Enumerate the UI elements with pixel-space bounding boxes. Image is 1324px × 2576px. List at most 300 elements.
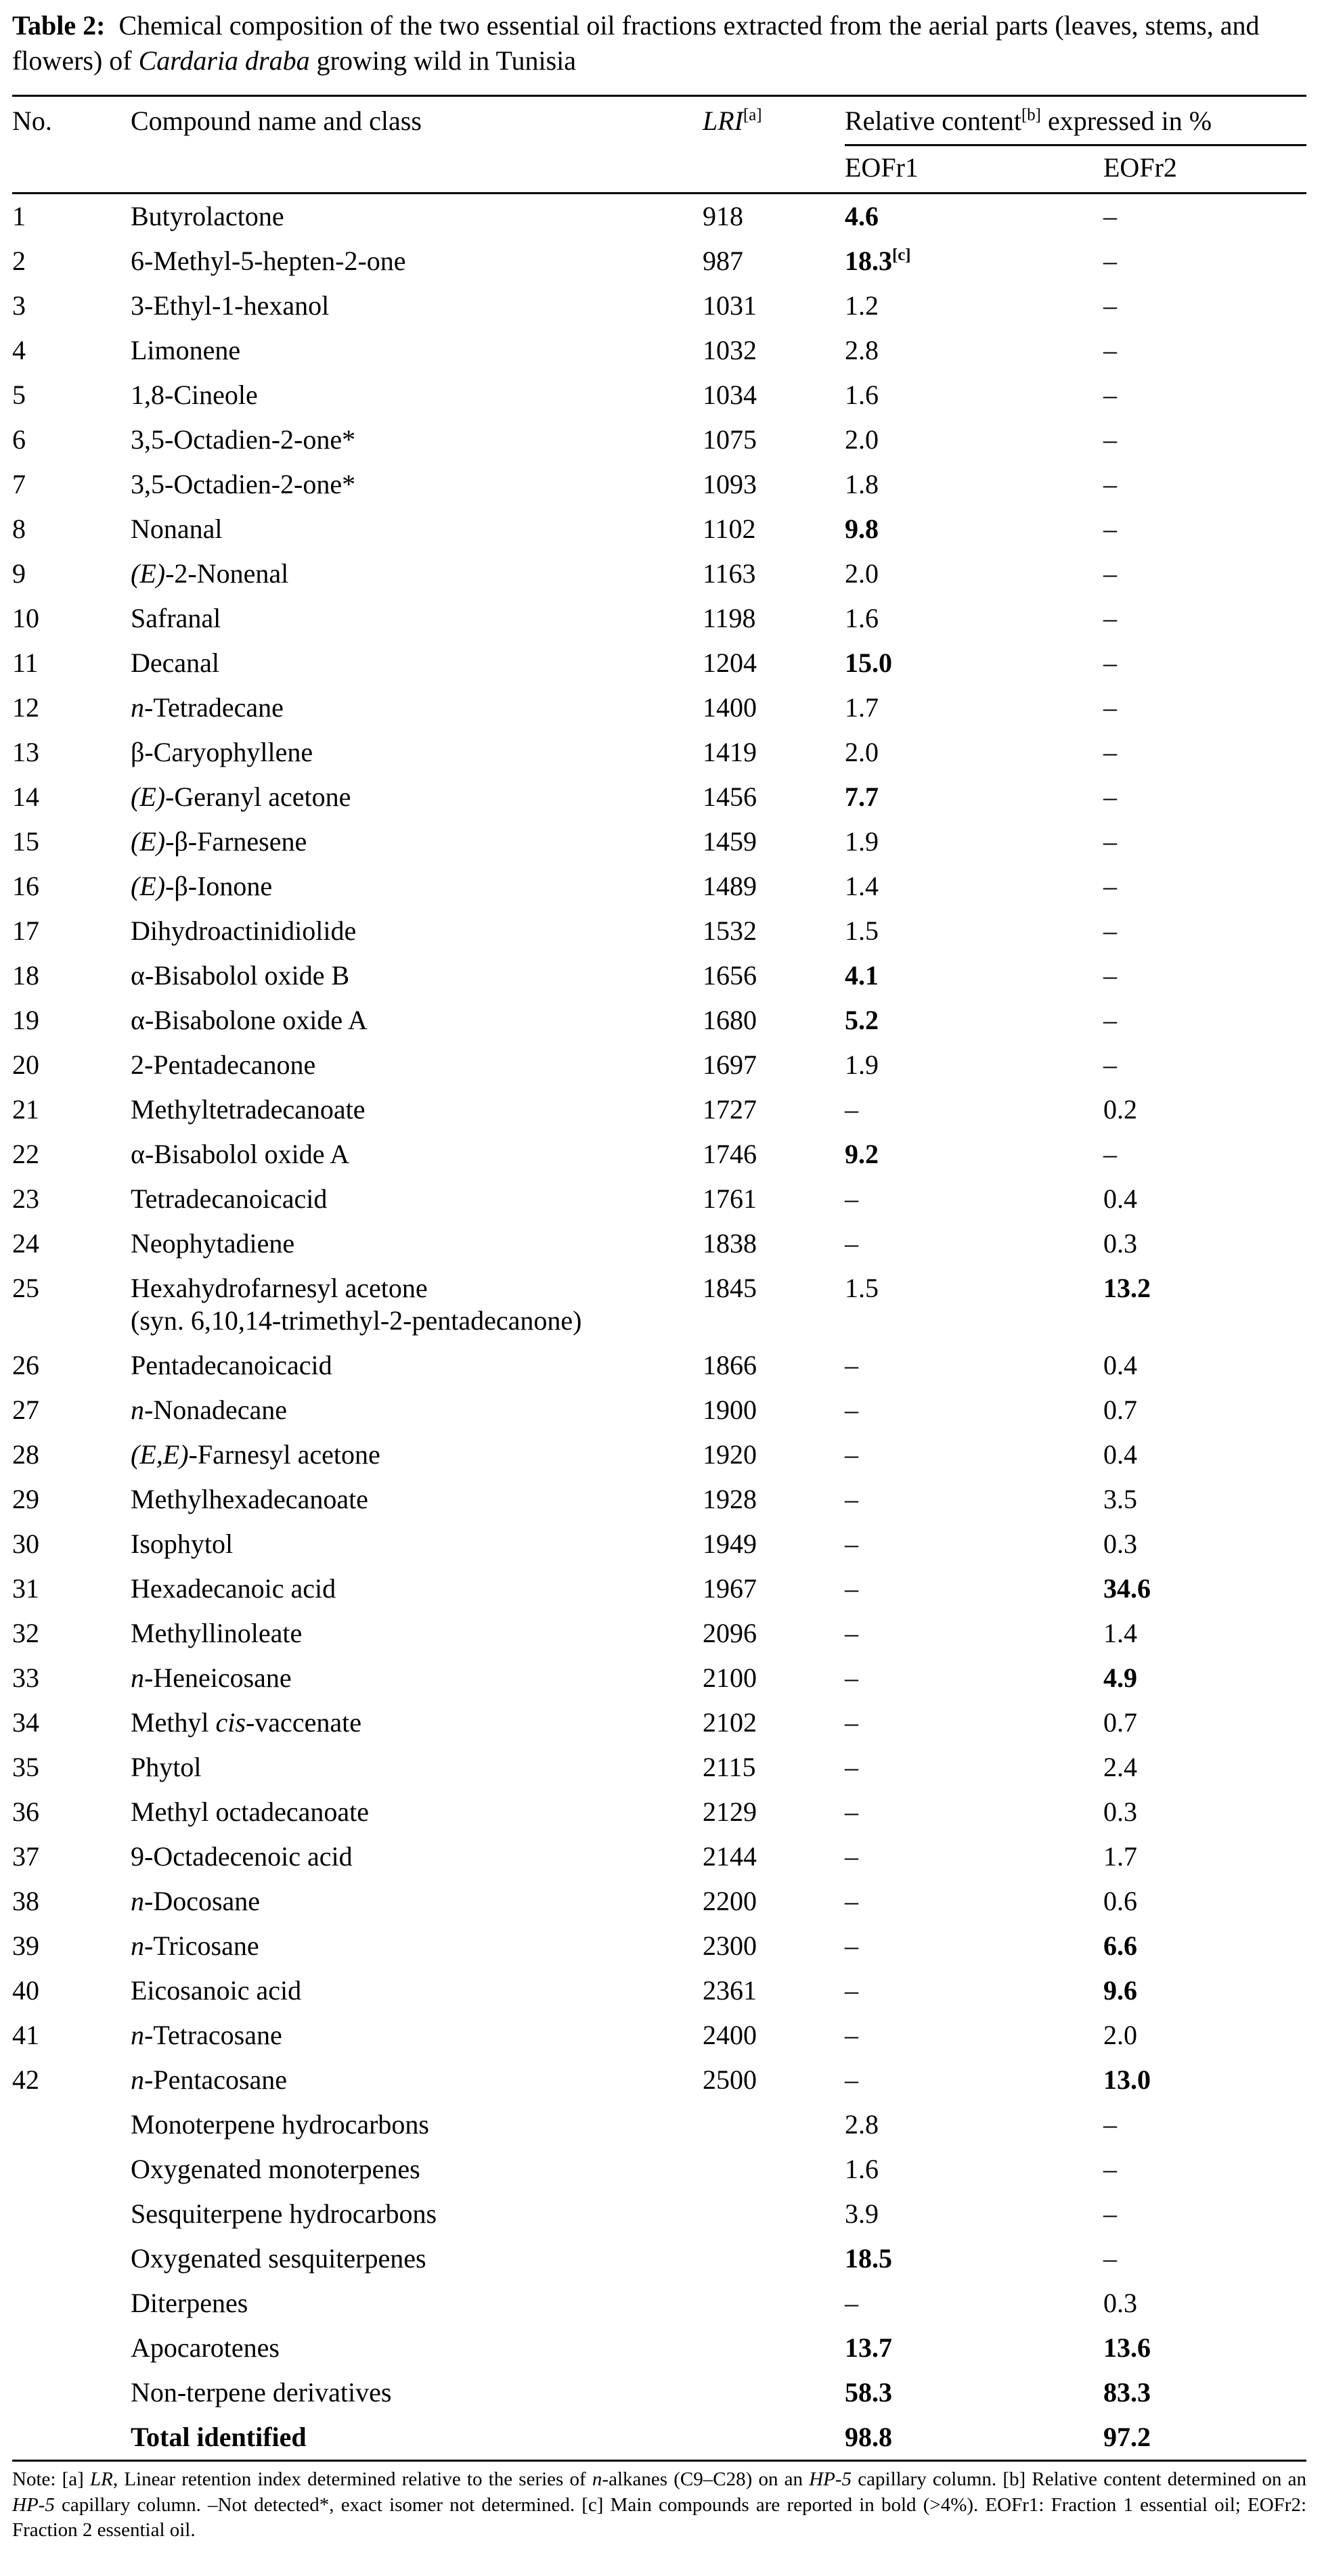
table-row xyxy=(12,1611,1306,1656)
row-no: 11 xyxy=(12,648,39,678)
row-no: 35 xyxy=(12,1752,39,1782)
eofr1-value: 9.2 xyxy=(845,1139,879,1169)
eofr1-value: – xyxy=(845,1573,858,1604)
lri-value: 1900 xyxy=(703,1395,757,1425)
eofr2-value: – xyxy=(1103,692,1117,723)
lri-value: 1075 xyxy=(703,424,757,455)
compound-name: Monoterpene hydrocarbons xyxy=(131,2109,429,2140)
eofr1-value: 2.0 xyxy=(845,424,879,455)
compound-name: n-Tricosane xyxy=(131,1930,259,1961)
lri-value: 1727 xyxy=(703,1094,757,1125)
table-row xyxy=(12,239,1306,284)
eofr2-value: – xyxy=(1103,826,1117,857)
compound-name: Pentadecanoicacid xyxy=(131,1350,332,1380)
lri-value xyxy=(703,2370,845,2415)
lri-value: 1761 xyxy=(703,1183,757,1214)
row-no: 13 xyxy=(12,737,39,767)
compound-name: Neophytadiene xyxy=(131,1228,295,1259)
row-no: 10 xyxy=(12,603,39,633)
lri-value: 2100 xyxy=(703,1663,757,1693)
table-row xyxy=(12,596,1306,641)
lri-value: 2144 xyxy=(703,1841,757,1872)
lri-value xyxy=(703,2281,845,2326)
eofr2-value: – xyxy=(1103,1005,1117,1035)
compound-name: Limonene xyxy=(131,335,241,365)
compound-name: Nonanal xyxy=(131,514,223,544)
row-no xyxy=(12,2102,131,2147)
eofr1-value: – xyxy=(845,1228,858,1259)
table-header xyxy=(12,96,1306,194)
eofr1-value: – xyxy=(845,1975,858,2006)
row-no: 7 xyxy=(12,469,26,499)
table-row xyxy=(12,730,1306,775)
eofr1-value: – xyxy=(845,1841,858,1872)
lri-value: 1489 xyxy=(703,871,757,901)
compound-name: (E)-Geranyl acetone xyxy=(131,782,351,812)
eofr2-value: 0.3 xyxy=(1103,1228,1137,1259)
eofr1-value: 5.2 xyxy=(845,1005,879,1035)
eofr2-value: – xyxy=(1103,737,1117,767)
row-no: 27 xyxy=(12,1395,39,1425)
lri-value: 1949 xyxy=(703,1529,757,1559)
eofr1-value: 2.0 xyxy=(845,558,879,589)
row-no: 30 xyxy=(12,1529,39,1559)
lri-value: 1198 xyxy=(703,603,756,633)
compound-name: Phytol xyxy=(131,1752,202,1782)
eofr2-value: 13.6 xyxy=(1103,2332,1151,2363)
row-no: 2 xyxy=(12,246,26,276)
eofr2-value: 9.6 xyxy=(1103,1975,1137,2006)
compound-name: α-Bisabolol oxide A xyxy=(131,1139,350,1169)
eofr1-value: 18.5 xyxy=(845,2243,892,2274)
table-row xyxy=(12,1924,1306,1968)
eofr2-value: – xyxy=(1103,648,1117,678)
eofr2-value: 0.2 xyxy=(1103,1094,1137,1125)
lri-value: 2102 xyxy=(703,1707,757,1738)
header-row-main xyxy=(12,96,1306,145)
eofr1-value: 15.0 xyxy=(845,648,892,678)
lri-value: 1746 xyxy=(703,1139,757,1169)
eofr1-value: 4.6 xyxy=(845,201,879,231)
table-row xyxy=(12,2058,1306,2102)
compound-name: n-Tetracosane xyxy=(131,2020,282,2050)
table-row xyxy=(12,1879,1306,1924)
table-row xyxy=(12,1790,1306,1834)
eofr2-value: – xyxy=(1103,380,1117,410)
eofr2-value: 34.6 xyxy=(1103,1573,1151,1604)
eofr2-value: 0.6 xyxy=(1103,1886,1137,1916)
table-row xyxy=(12,1177,1306,1221)
eofr1-value: – xyxy=(845,2064,858,2095)
eofr2-value: 0.3 xyxy=(1103,1797,1137,1827)
compound-name: Dihydroactinidiolide xyxy=(131,916,357,946)
table-row xyxy=(12,284,1306,328)
row-no: 29 xyxy=(12,1484,39,1514)
compound-name: Total identified xyxy=(131,2422,307,2452)
compound-name: α-Bisabolone oxide A xyxy=(131,1005,368,1035)
eofr1-value: 58.3 xyxy=(845,2377,892,2408)
table-row xyxy=(12,1477,1306,1522)
eofr1-value: – xyxy=(845,1707,858,1738)
table-row xyxy=(12,685,1306,730)
eofr2-value: – xyxy=(1103,201,1117,231)
eofr1-value: – xyxy=(845,2020,858,2050)
row-no: 26 xyxy=(12,1350,39,1380)
lri-value: 1032 xyxy=(703,335,757,365)
eofr2-value: – xyxy=(1103,2109,1117,2140)
compound-name: Methyl cis-vaccenate xyxy=(131,1707,361,1738)
compound-name: 2-Pentadecanone xyxy=(131,1049,316,1080)
eofr1-value: 9.8 xyxy=(845,514,879,544)
lri-value: 2361 xyxy=(703,1975,757,2006)
eofr1-value: 1.2 xyxy=(845,290,879,321)
row-no: 4 xyxy=(12,335,26,365)
eofr2-value: 2.0 xyxy=(1103,2020,1137,2050)
table-row xyxy=(12,953,1306,998)
lri-value: 1928 xyxy=(703,1484,757,1514)
lri-value: 1532 xyxy=(703,916,757,946)
table-row xyxy=(12,1522,1306,1566)
table-row xyxy=(12,462,1306,507)
compound-name: Eicosanoic acid xyxy=(131,1975,302,2006)
eofr1-value: – xyxy=(845,1663,858,1693)
eofr2-value: – xyxy=(1103,916,1117,946)
lri-value: 1866 xyxy=(703,1350,757,1380)
compound-name: Butyrolactone xyxy=(131,201,284,231)
row-no xyxy=(12,2236,131,2281)
eofr1-value: 1.6 xyxy=(845,603,879,633)
eofr1-value: 1.7 xyxy=(845,692,879,723)
row-no: 24 xyxy=(12,1228,39,1259)
table-row xyxy=(12,1432,1306,1477)
table-row xyxy=(12,1221,1306,1266)
eofr1-value: 2.8 xyxy=(845,335,879,365)
lri-value: 1031 xyxy=(703,290,757,321)
lri-value: 1459 xyxy=(703,826,757,857)
row-no: 25 xyxy=(12,1273,39,1303)
eofr1-value: 2.8 xyxy=(845,2109,879,2140)
table-row xyxy=(12,373,1306,417)
eofr1-value: – xyxy=(845,1752,858,1782)
row-no: 28 xyxy=(12,1439,39,1470)
row-no: 33 xyxy=(12,1663,39,1693)
eofr2-value: 0.4 xyxy=(1103,1350,1137,1380)
col-header-lri: LRI[a] xyxy=(703,96,845,194)
row-no: 14 xyxy=(12,782,39,812)
table-row xyxy=(12,417,1306,462)
compound-name: β-Caryophyllene xyxy=(131,737,313,767)
compound-name: (E,E)-Farnesyl acetone xyxy=(131,1439,380,1470)
eofr2-value: – xyxy=(1103,1139,1117,1169)
summary-row xyxy=(12,2102,1306,2147)
table-row xyxy=(12,1834,1306,1879)
lri-value: 1102 xyxy=(703,514,756,544)
row-no: 34 xyxy=(12,1707,39,1738)
row-no: 32 xyxy=(12,1618,39,1648)
row-no: 12 xyxy=(12,692,39,723)
table-row xyxy=(12,775,1306,819)
compound-name: Tetradecanoicacid xyxy=(131,1183,328,1214)
eofr2-value: – xyxy=(1103,2243,1117,2274)
table-caption: Table 2: Chemical composition of the two essential oil fractions extracted from the aerial parts (leaves, stems, and flowers) of Cardaria draba growing wild in Tunisia xyxy=(12,10,1260,76)
eofr2-value: – xyxy=(1103,1049,1117,1080)
table-row xyxy=(12,507,1306,551)
table-footnote: Note: [a] LR, Linear retention index determined relative to the series of n-alkanes (C9–C28) on an HP-5 capillary column. [b] Relative content determined on an HP-5 capillary column. –Not detected*, exact isomer not determined. [c] Main compounds are reported in bold (>4%). EOFr1: Fraction 1 essential oil; EOFr2: Fraction 2 essential oil. xyxy=(12,2468,1306,2541)
compound-name: Methyl octadecanoate xyxy=(131,1797,370,1827)
compound-name: Hexadecanoic acid xyxy=(131,1573,336,1604)
eofr1-value: 1.6 xyxy=(845,2154,879,2184)
lri-value: 1920 xyxy=(703,1439,757,1470)
eofr1-value: 18.3[c] xyxy=(845,246,911,276)
table-row xyxy=(12,328,1306,373)
lri-value: 987 xyxy=(703,246,743,276)
table-row xyxy=(12,1043,1306,1087)
col-header-eofr1: EOFr1 xyxy=(845,145,1103,194)
compound-name: (E)-β-Farnesene xyxy=(131,826,307,857)
compound-name: Methyltetradecanoate xyxy=(131,1094,366,1125)
compound-name: Diterpenes xyxy=(131,2288,248,2318)
row-no xyxy=(12,2370,131,2415)
lri-value xyxy=(703,2147,845,2192)
eofr1-value: 1.4 xyxy=(845,871,879,901)
eofr1-value: – xyxy=(845,1930,858,1961)
compound-name: α-Bisabolol oxide B xyxy=(131,960,350,991)
lri-value xyxy=(703,2415,845,2461)
eofr1-value: 1.8 xyxy=(845,469,879,499)
lri-value: 1967 xyxy=(703,1573,757,1604)
compound-name: Oxygenated monoterpenes xyxy=(131,2154,420,2184)
eofr1-value: – xyxy=(845,1886,858,1916)
lri-value xyxy=(703,2102,845,2147)
eofr2-value: 3.5 xyxy=(1103,1484,1137,1514)
row-no: 3 xyxy=(12,290,26,321)
compound-name: Safranal xyxy=(131,603,221,633)
row-no: 23 xyxy=(12,1183,39,1214)
eofr1-value: – xyxy=(845,1529,858,1559)
compound-name: Hexahydrofarnesyl acetone (syn. 6,10,14-trimethyl-2-pentadecanone) xyxy=(131,1273,582,1336)
eofr1-value: – xyxy=(845,1797,858,1827)
table-row xyxy=(12,819,1306,864)
compound-name: 3-Ethyl-1-hexanol xyxy=(131,290,330,321)
table-row xyxy=(12,1566,1306,1611)
eofr1-value: – xyxy=(845,1395,858,1425)
table-row xyxy=(12,1656,1306,1700)
eofr2-value: – xyxy=(1103,603,1117,633)
row-no: 1 xyxy=(12,201,26,231)
row-no: 42 xyxy=(12,2064,39,2095)
row-no xyxy=(12,2281,131,2326)
table-row xyxy=(12,864,1306,909)
eofr1-value: – xyxy=(845,1350,858,1380)
compound-name: Methylhexadecanoate xyxy=(131,1484,368,1514)
col-header-no: No. xyxy=(12,96,131,194)
table-row xyxy=(12,1343,1306,1388)
compound-name: Oxygenated sesquiterpenes xyxy=(131,2243,426,2274)
lri-value: 2129 xyxy=(703,1797,757,1827)
compound-name: 6-Methyl-5-hepten-2-one xyxy=(131,246,406,276)
row-no: 16 xyxy=(12,871,39,901)
row-no: 36 xyxy=(12,1797,39,1827)
table-row xyxy=(12,551,1306,596)
eofr2-value: – xyxy=(1103,2198,1117,2229)
lri-value: 1163 xyxy=(703,558,756,589)
eofr2-value: 1.4 xyxy=(1103,1618,1137,1648)
compound-name: 9-Octadecenoic acid xyxy=(131,1841,353,1872)
table-row xyxy=(12,1745,1306,1790)
lri-value: 2300 xyxy=(703,1930,757,1961)
lri-value: 1456 xyxy=(703,782,757,812)
row-no xyxy=(12,2415,131,2461)
col-header-relative-content: Relative content[b] expressed in % xyxy=(845,96,1306,145)
compound-name: (E)-2-Nonenal xyxy=(131,558,289,589)
compound-name: n-Heneicosane xyxy=(131,1663,292,1693)
compound-name: n-Pentacosane xyxy=(131,2064,288,2095)
row-no xyxy=(12,2192,131,2236)
compound-name: Isophytol xyxy=(131,1529,234,1559)
eofr2-value: – xyxy=(1103,960,1117,991)
table-row xyxy=(12,641,1306,685)
summary-row xyxy=(12,2281,1306,2326)
lri-value xyxy=(703,2326,845,2370)
row-no: 41 xyxy=(12,2020,39,2050)
eofr2-value: 0.4 xyxy=(1103,1439,1137,1470)
eofr1-value: 1.6 xyxy=(845,380,879,410)
compound-name: Decanal xyxy=(131,648,220,678)
col-header-eofr2: EOFr2 xyxy=(1103,145,1306,194)
lri-value xyxy=(703,2236,845,2281)
summary-row xyxy=(12,2415,1306,2461)
lri-value: 1034 xyxy=(703,380,757,410)
eofr1-value: 4.1 xyxy=(845,960,879,991)
table-row xyxy=(12,194,1306,240)
compound-name: Apocarotenes xyxy=(131,2332,280,2363)
row-no: 6 xyxy=(12,424,26,455)
compound-name: 3,5-Octadien-2-one* xyxy=(131,424,356,455)
eofr2-value: – xyxy=(1103,782,1117,812)
row-no: 9 xyxy=(12,558,26,589)
eofr2-value: 1.7 xyxy=(1103,1841,1137,1872)
eofr1-value: 1.9 xyxy=(845,826,879,857)
eofr2-value: – xyxy=(1103,335,1117,365)
summary-row xyxy=(12,2326,1306,2370)
table-row xyxy=(12,998,1306,1043)
eofr1-value: – xyxy=(845,1439,858,1470)
eofr1-value: 13.7 xyxy=(845,2332,892,2363)
compound-name: Non-terpene derivatives xyxy=(131,2377,392,2408)
row-no: 38 xyxy=(12,1886,39,1916)
eofr2-value: – xyxy=(1103,469,1117,499)
row-no: 40 xyxy=(12,1975,39,2006)
table-row xyxy=(12,1266,1306,1343)
row-no xyxy=(12,2326,131,2370)
lri-value: 2400 xyxy=(703,2020,757,2050)
table-row xyxy=(12,1388,1306,1432)
lri-value: 1400 xyxy=(703,692,757,723)
lri-value: 2096 xyxy=(703,1618,757,1648)
eofr1-value: 7.7 xyxy=(845,782,879,812)
row-no: 17 xyxy=(12,916,39,946)
table-row xyxy=(12,1968,1306,2013)
row-no: 5 xyxy=(12,380,26,410)
eofr1-value: – xyxy=(845,1618,858,1648)
compound-name: Sesquiterpene hydrocarbons xyxy=(131,2198,437,2229)
lri-value: 2115 xyxy=(703,1752,756,1782)
compound-name: n-Tetradecane xyxy=(131,692,284,723)
compound-name: n-Docosane xyxy=(131,1886,261,1916)
lri-value: 2200 xyxy=(703,1886,757,1916)
summary-row xyxy=(12,2147,1306,2192)
lri-value: 1838 xyxy=(703,1228,757,1259)
eofr2-value: 0.7 xyxy=(1103,1395,1137,1425)
eofr1-value: 3.9 xyxy=(845,2198,879,2229)
eofr1-value: 1.5 xyxy=(845,1273,879,1303)
row-no: 15 xyxy=(12,826,39,857)
lri-value: 918 xyxy=(703,201,743,231)
compound-name: n-Nonadecane xyxy=(131,1395,287,1425)
eofr2-value: 83.3 xyxy=(1103,2377,1151,2408)
row-no: 39 xyxy=(12,1930,39,1961)
lri-value: 1093 xyxy=(703,469,757,499)
eofr2-value: – xyxy=(1103,424,1117,455)
table-row xyxy=(12,1700,1306,1745)
table-row xyxy=(12,1132,1306,1177)
row-no: 18 xyxy=(12,960,39,991)
lri-value: 2500 xyxy=(703,2064,757,2095)
compound-name: 3,5-Octadien-2-one* xyxy=(131,469,356,499)
table-row xyxy=(12,2013,1306,2058)
eofr1-value: – xyxy=(845,2288,858,2318)
eofr1-value: 1.5 xyxy=(845,916,879,946)
eofr2-value: – xyxy=(1103,871,1117,901)
eofr1-value: 98.8 xyxy=(845,2422,892,2452)
eofr2-value: 97.2 xyxy=(1103,2422,1151,2452)
eofr2-value: – xyxy=(1103,246,1117,276)
table-row xyxy=(12,909,1306,953)
eofr2-value: 0.3 xyxy=(1103,2288,1137,2318)
eofr2-value: 6.6 xyxy=(1103,1930,1137,1961)
row-no: 20 xyxy=(12,1049,39,1080)
row-no: 22 xyxy=(12,1139,39,1169)
lri-value: 1419 xyxy=(703,737,757,767)
eofr2-value: 2.4 xyxy=(1103,1752,1137,1782)
lri-value: 1680 xyxy=(703,1005,757,1035)
eofr2-value: 0.7 xyxy=(1103,1707,1137,1738)
eofr2-value: 13.2 xyxy=(1103,1273,1151,1303)
composition-table xyxy=(12,95,1306,2462)
eofr2-value: – xyxy=(1103,290,1117,321)
summary-row xyxy=(12,2370,1306,2415)
lri-value: 1204 xyxy=(703,648,757,678)
eofr2-value: – xyxy=(1103,558,1117,589)
eofr2-value: 0.4 xyxy=(1103,1183,1137,1214)
lri-value: 1656 xyxy=(703,960,757,991)
eofr2-value: 0.3 xyxy=(1103,1529,1137,1559)
table-body xyxy=(12,194,1306,2461)
row-no: 37 xyxy=(12,1841,39,1872)
eofr1-value: 1.9 xyxy=(845,1049,879,1080)
row-no: 19 xyxy=(12,1005,39,1035)
row-no: 31 xyxy=(12,1573,39,1604)
eofr1-value: 2.0 xyxy=(845,737,879,767)
row-no: 8 xyxy=(12,514,26,544)
summary-row xyxy=(12,2192,1306,2236)
eofr2-value: 13.0 xyxy=(1103,2064,1151,2095)
eofr2-value: – xyxy=(1103,514,1117,544)
compound-name: (E)-β-Ionone xyxy=(131,871,273,901)
eofr1-value: – xyxy=(845,1094,858,1125)
summary-row xyxy=(12,2236,1306,2281)
eofr1-value: – xyxy=(845,1183,858,1214)
